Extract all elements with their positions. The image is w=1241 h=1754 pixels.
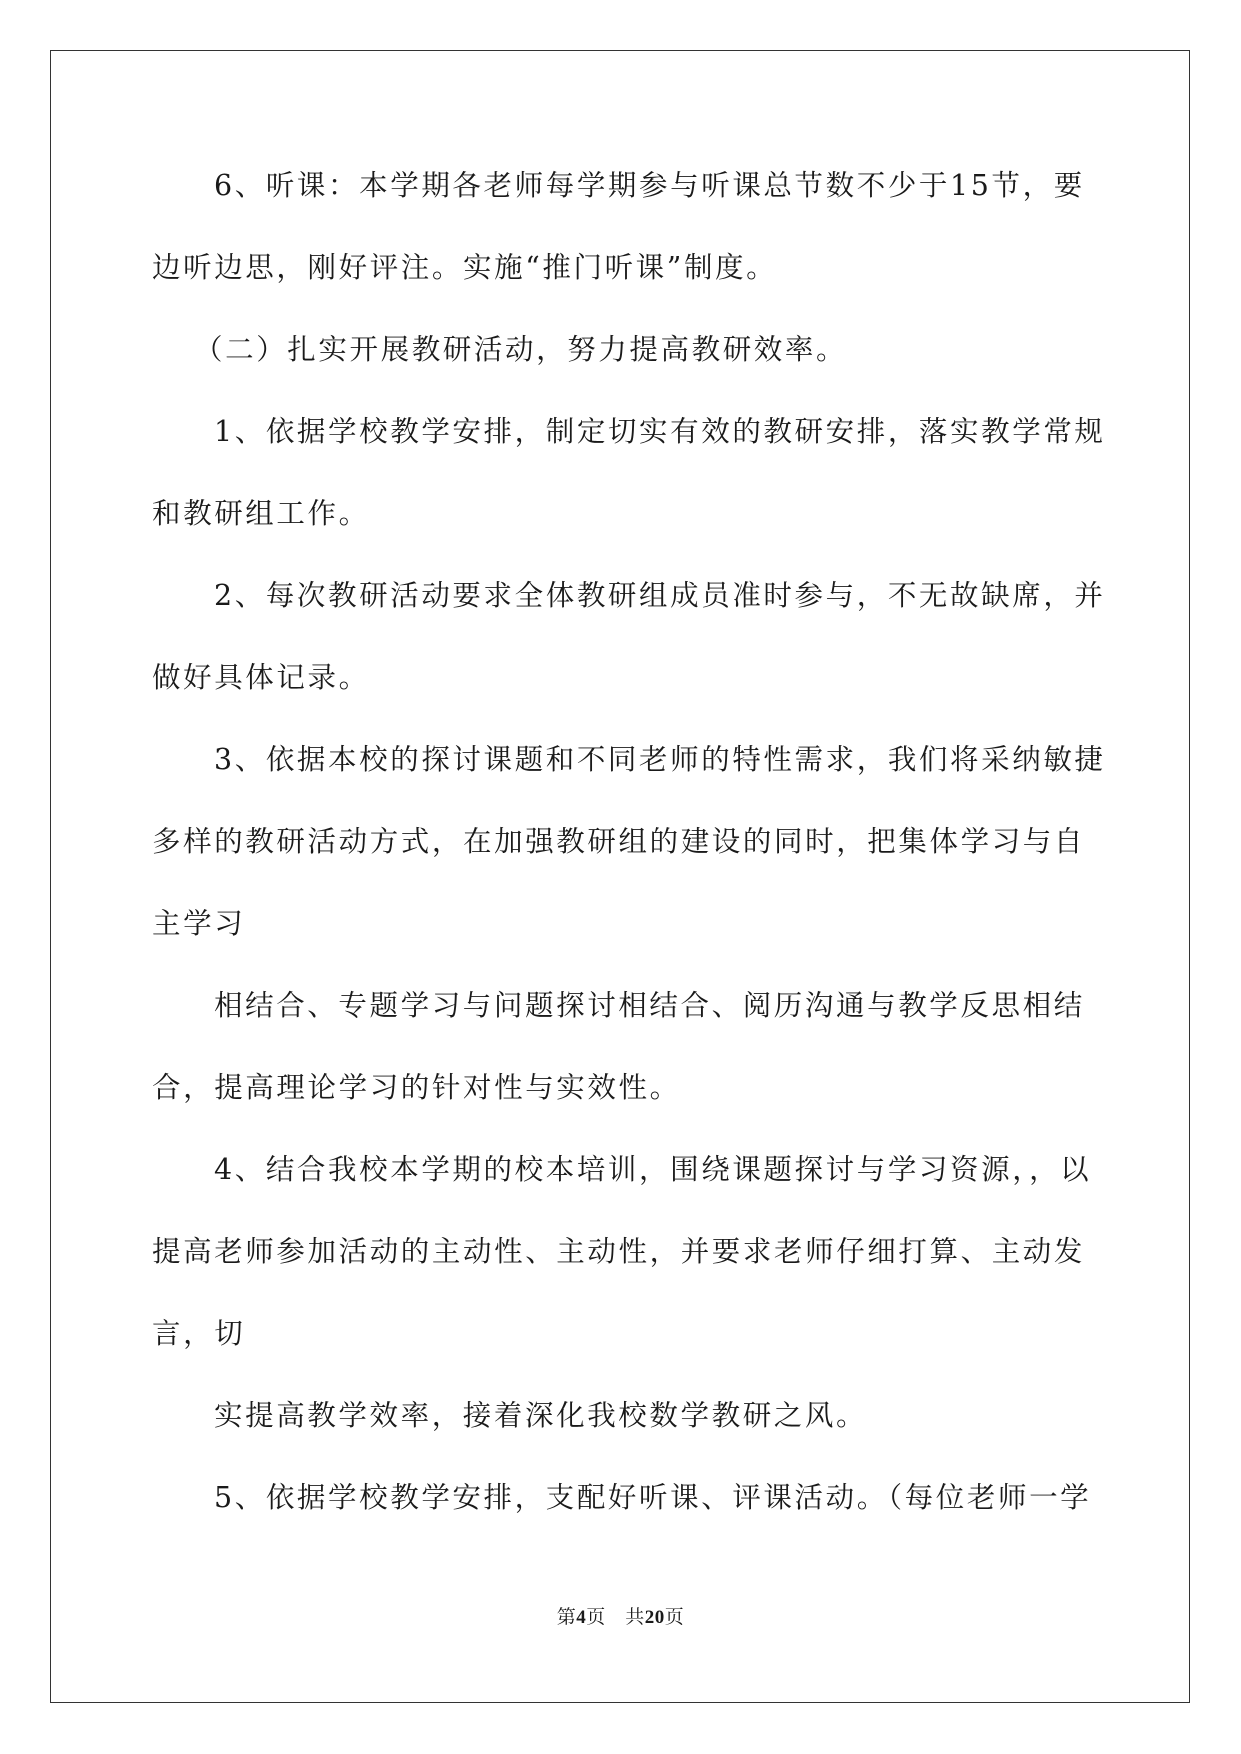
- footer-page-number: 4: [576, 1607, 587, 1628]
- text-line: 3、依据本校的探讨课题和不同老师的特性需求，我们将采纳敏捷: [214, 743, 1106, 776]
- text-line: 和教研组工作。: [152, 497, 370, 530]
- text-line: 2、每次教研活动要求全体教研组成员准时参与，不无故缺席，并: [214, 579, 1106, 612]
- text-line: 主学习: [152, 907, 246, 940]
- text-line: 相结合、专题学习与问题探讨相结合、阅历沟通与教学反思相结: [214, 989, 1085, 1022]
- text-line: 做好具体记录。: [152, 661, 370, 694]
- text-line: 言，切: [152, 1317, 246, 1350]
- text-line: 6、听课：本学期各老师每学期参与听课总节数不少于15节，要: [214, 169, 1085, 202]
- page-footer: [0, 1602, 1241, 1629]
- text-line: 提高老师参加活动的主动性、主动性，并要求老师仔细打算、主动发: [152, 1235, 1086, 1268]
- text-line: 4、结合我校本学期的校本培训，围绕课题探讨与学习资源，，以: [214, 1153, 1092, 1186]
- footer-mid: 页 共: [586, 1607, 645, 1628]
- text-line: 5、依据学校教学安排，支配好听课、评课活动。（每位老师一学: [214, 1481, 1092, 1514]
- footer-prefix: 第: [556, 1607, 577, 1628]
- text-line: 边听边思，刚好评注。实施“推门听课”制度。: [152, 251, 778, 284]
- text-line: 多样的教研活动方式，在加强教研组的建设的同时，把集体学习与自: [152, 825, 1086, 858]
- text-line: 合，提高理论学习的针对性与实效性。: [152, 1071, 681, 1104]
- document-body: [152, 160, 1106, 1554]
- text-line: （二）扎实开展教研活动，努力提高教研效率。: [194, 333, 848, 366]
- text-line: 1、依据学校教学安排，制定切实有效的教研安排，落实教学常规: [214, 415, 1106, 448]
- footer-suffix: 页: [664, 1607, 685, 1628]
- footer-total-pages: 20: [644, 1607, 665, 1628]
- text-line: 实提高教学效率，接着深化我校数学教研之风。: [214, 1399, 868, 1432]
